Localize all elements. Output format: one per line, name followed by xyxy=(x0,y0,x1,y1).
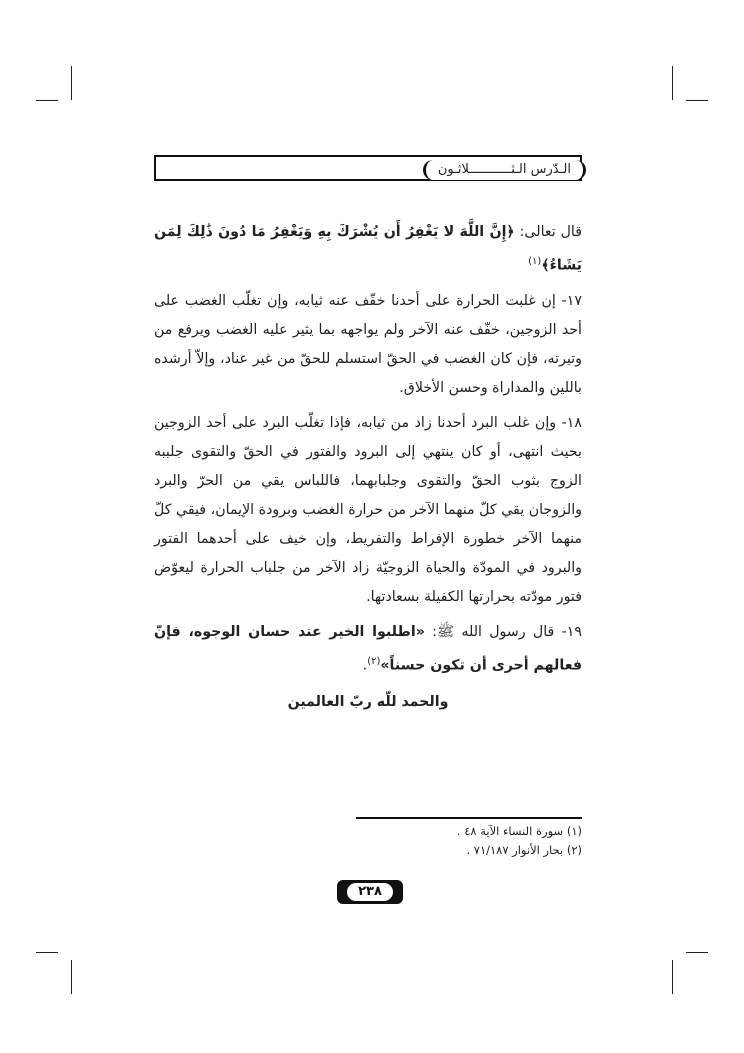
intro-line xyxy=(154,218,582,281)
header-title: الـدّرس الـثـــــــــــلاثـون xyxy=(423,160,586,180)
para19-end: . xyxy=(362,657,368,674)
footnote-ref: (١) xyxy=(528,256,542,267)
page-number: ٢٣٨ xyxy=(347,883,393,901)
page-body xyxy=(154,218,582,717)
quran-verse: ﴿إِنَّ اللَّهَ لا يَغْفِرُ أَن يُشْرَكَ بِهِ وَيَغْفِرُ مَا دُونَ ذَٰلِكَ لِمَن يَشَاءُ﴾ xyxy=(154,224,582,274)
page-number-badge xyxy=(337,880,403,904)
crop-mark xyxy=(71,66,72,100)
footnotes xyxy=(356,822,582,860)
footnote-ref: (٢) xyxy=(367,655,381,667)
crop-mark xyxy=(36,952,58,953)
crop-mark xyxy=(686,100,708,101)
paragraph-17: ١٧- إن غلبت الحرارة على أحدنا خفّف عنه ثيابه، وإن تغلّب الغضب على أحد الزوجين، خفّف عنه الآخر ولم يواجهه بما يثير عليه الغضب ويرفع من وتيرته، فإن كان الغضب في الحقّ استسلم للحقّ من غير عناد، وإلاّ أرشده باللين والمداراة وحسن الأخلاق. xyxy=(154,292,582,396)
crop-mark xyxy=(672,66,673,100)
paragraph-18: ١٨- وإن غلب البرد أحدنا زاد من ثيابه، فإذا تغلّب البرد على أحد الزوجين بحيث انتهى، أو كان ينتهي إلى البرود والفتور في الحقّ والتقوى جلببه الزوج بثوب الحقّ والتقوى وجلبابهما، فاللباس يقي من الحرّ والبرد والزوجان يقي كلّ منهما الآخر من حرارة الغضب وبرودة الإيمان، فيقي كلّ منهما الآخر خطورة الإفراط والتفريط، وإن خيف على أحدهما الفتور والبرود في المودّة والحياة الزوجيّة زاد الآخر من جلباب الحرارة ليعوّض فتور مودّته بحرارتها الكفيلة بسعادتها. xyxy=(154,414,582,605)
closing-line: والحمد للّه ربّ العالمين xyxy=(287,694,449,711)
crop-mark xyxy=(672,960,673,994)
footnote-divider xyxy=(356,817,582,819)
crop-mark xyxy=(71,960,72,994)
intro-prefix: قال تعالى: xyxy=(514,224,582,240)
footnote-1: (١) سورة النساء الآية ٤٨ . xyxy=(456,824,582,838)
crop-mark xyxy=(36,100,58,101)
para19-prefix: ١٩- قال رسول الله ﷺ: xyxy=(424,623,582,640)
paragraph-19 xyxy=(154,618,582,681)
crop-mark xyxy=(686,952,708,953)
hadith-quote: «اطلبوا الخير عند حسان الوجوه، فإنّ فعالهم أحرى أن تكون حسناً» xyxy=(154,623,582,674)
footnote-2: (٢) بحار الأنوار ٧١/١٨٧ . xyxy=(466,843,582,857)
